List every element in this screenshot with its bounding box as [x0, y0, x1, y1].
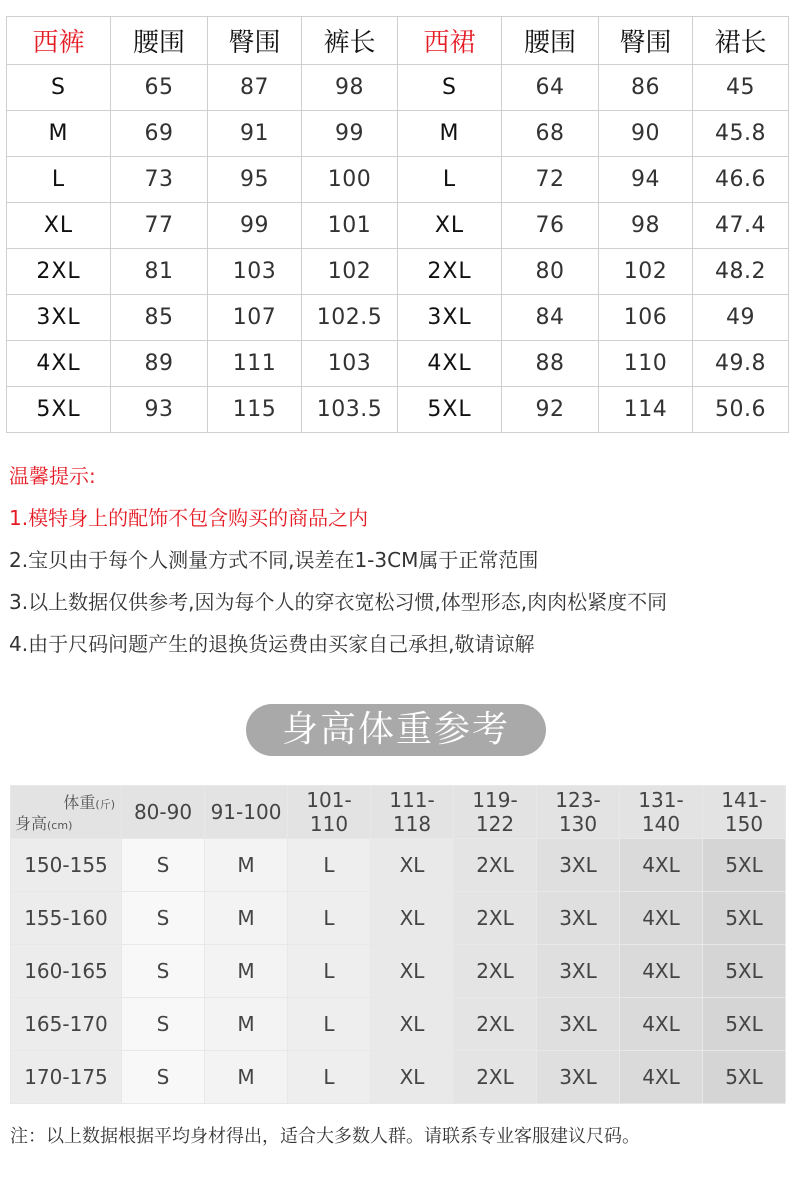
weight-header: 101-110 — [288, 786, 371, 839]
size-cell: M — [205, 1051, 288, 1104]
size-cell: L — [288, 892, 371, 945]
size-cell: L — [398, 157, 502, 203]
weight-header-row — [11, 786, 786, 839]
skirt-header-row — [398, 17, 789, 65]
waist-cell: 92 — [502, 387, 599, 433]
pants-header-length: 裤长 — [302, 17, 398, 65]
length-cell: 49.8 — [693, 341, 789, 387]
size-cell: S — [122, 1051, 205, 1104]
hip-cell: 99 — [208, 203, 302, 249]
size-cell: L — [288, 839, 371, 892]
size-cell: S — [122, 839, 205, 892]
size-cell: 5XL — [703, 839, 786, 892]
size-cell: 5XL — [703, 998, 786, 1051]
corner-cell — [11, 786, 122, 839]
size-cell: S — [122, 892, 205, 945]
corner-weight-label: 体重 — [63, 793, 96, 812]
waist-cell: 69 — [111, 111, 208, 157]
waist-cell: 85 — [111, 295, 208, 341]
size-cell: M — [205, 892, 288, 945]
height-row — [11, 945, 786, 998]
hip-cell: 107 — [208, 295, 302, 341]
height-row — [11, 998, 786, 1051]
length-cell: 46.6 — [693, 157, 789, 203]
hip-cell: 90 — [599, 111, 693, 157]
size-cell: 3XL — [398, 295, 502, 341]
height-row — [11, 892, 786, 945]
size-cell: S — [122, 998, 205, 1051]
size-cell: 4XL — [398, 341, 502, 387]
length-cell: 100 — [302, 157, 398, 203]
size-cell: 3XL — [537, 998, 620, 1051]
size-cell: 3XL — [537, 1051, 620, 1104]
tip-item: 2.宝贝由于每个人测量方式不同,误差在1-3CM属于正常范围 — [9, 548, 539, 572]
size-cell: 4XL — [620, 945, 703, 998]
pants-row — [7, 65, 398, 111]
hip-cell: 98 — [599, 203, 693, 249]
height-weight-table — [10, 785, 786, 1104]
skirt-row — [398, 295, 789, 341]
pants-title-cell: 西裤 — [7, 17, 111, 65]
skirt-header-hip: 臀围 — [599, 17, 693, 65]
size-cell: 2XL — [454, 1051, 537, 1104]
pants-row — [7, 341, 398, 387]
size-cell: 4XL — [620, 998, 703, 1051]
weight-header: 119-122 — [454, 786, 537, 839]
height-row — [11, 839, 786, 892]
hip-cell: 106 — [599, 295, 693, 341]
pants-header-waist: 腰围 — [111, 17, 208, 65]
size-cell: 5XL — [703, 945, 786, 998]
tip-item: 3.以上数据仅供参考,因为每个人的穿衣宽松习惯,体型形态,肉肉松紧度不同 — [9, 590, 668, 614]
size-cell: 2XL — [398, 249, 502, 295]
hip-cell: 86 — [599, 65, 693, 111]
size-cell: XL — [371, 839, 454, 892]
pants-row — [7, 157, 398, 203]
size-cell: 4XL — [620, 839, 703, 892]
corner-height-label: 身高 — [15, 814, 48, 833]
size-cell: 2XL — [454, 892, 537, 945]
size-cell: 5XL — [398, 387, 502, 433]
size-cell: XL — [371, 945, 454, 998]
waist-cell: 68 — [502, 111, 599, 157]
size-cell: XL — [371, 892, 454, 945]
size-cell: XL — [371, 1051, 454, 1104]
size-cell: XL — [371, 998, 454, 1051]
length-cell: 103.5 — [302, 387, 398, 433]
size-cell: M — [398, 111, 502, 157]
pants-row — [7, 387, 398, 433]
hip-cell: 111 — [208, 341, 302, 387]
waist-cell: 73 — [111, 157, 208, 203]
length-cell: 102.5 — [302, 295, 398, 341]
weight-header: 91-100 — [205, 786, 288, 839]
skirt-row — [398, 341, 789, 387]
waist-cell: 65 — [111, 65, 208, 111]
height-cell: 150-155 — [11, 839, 122, 892]
skirt-row — [398, 157, 789, 203]
skirt-row — [398, 65, 789, 111]
length-cell: 99 — [302, 111, 398, 157]
size-cell: 3XL — [7, 295, 111, 341]
size-cell: L — [288, 945, 371, 998]
pants-header-hip: 臀围 — [208, 17, 302, 65]
tips-section — [9, 458, 789, 668]
size-cell: 2XL — [7, 249, 111, 295]
size-cell: 2XL — [454, 945, 537, 998]
waist-cell: 81 — [111, 249, 208, 295]
corner-height-unit: (cm) — [47, 819, 73, 832]
hip-cell: 95 — [208, 157, 302, 203]
length-cell: 103 — [302, 341, 398, 387]
size-cell: 4XL — [620, 1051, 703, 1104]
weight-header: 141-150 — [703, 786, 786, 839]
pants-row — [7, 249, 398, 295]
size-cell: XL — [7, 203, 111, 249]
size-cell: 5XL — [703, 1051, 786, 1104]
waist-cell: 64 — [502, 65, 599, 111]
pants-header-row — [7, 17, 398, 65]
length-cell: 102 — [302, 249, 398, 295]
size-cell: 5XL — [703, 892, 786, 945]
skirt-row — [398, 249, 789, 295]
size-cell: 3XL — [537, 892, 620, 945]
size-cell: 5XL — [7, 387, 111, 433]
waist-cell: 72 — [502, 157, 599, 203]
skirt-header-length: 裙长 — [693, 17, 789, 65]
waist-cell: 89 — [111, 341, 208, 387]
size-cell: 2XL — [454, 839, 537, 892]
height-cell: 155-160 — [11, 892, 122, 945]
pants-row — [7, 111, 398, 157]
hip-cell: 103 — [208, 249, 302, 295]
size-cell: S — [122, 945, 205, 998]
size-cell: M — [205, 945, 288, 998]
hip-cell: 91 — [208, 111, 302, 157]
tip-item: 4.由于尺码问题产生的退换货运费由买家自己承担,敬请谅解 — [9, 632, 535, 656]
size-cell: M — [205, 839, 288, 892]
section-banner: 身高体重参考 — [246, 704, 546, 756]
pants-size-table — [6, 16, 398, 433]
size-cell: 4XL — [620, 892, 703, 945]
size-cell: 2XL — [454, 998, 537, 1051]
waist-cell: 77 — [111, 203, 208, 249]
size-cell: M — [205, 998, 288, 1051]
size-cell: M — [7, 111, 111, 157]
skirt-row — [398, 203, 789, 249]
tip-item: 1.模特身上的配饰不包含购买的商品之内 — [9, 506, 369, 530]
size-cell: XL — [398, 203, 502, 249]
waist-cell: 80 — [502, 249, 599, 295]
length-cell: 101 — [302, 203, 398, 249]
size-cell: L — [7, 157, 111, 203]
weight-header: 123-130 — [537, 786, 620, 839]
size-cell: 4XL — [7, 341, 111, 387]
length-cell: 49 — [693, 295, 789, 341]
length-cell: 45.8 — [693, 111, 789, 157]
length-cell: 45 — [693, 65, 789, 111]
size-cell: 3XL — [537, 945, 620, 998]
length-cell: 47.4 — [693, 203, 789, 249]
length-cell: 48.2 — [693, 249, 789, 295]
height-row — [11, 1051, 786, 1104]
hip-cell: 110 — [599, 341, 693, 387]
hip-cell: 114 — [599, 387, 693, 433]
hip-cell: 87 — [208, 65, 302, 111]
length-cell: 98 — [302, 65, 398, 111]
height-cell: 165-170 — [11, 998, 122, 1051]
size-cell: L — [288, 1051, 371, 1104]
skirt-row — [398, 387, 789, 433]
tips-title: 温馨提示: — [9, 464, 96, 488]
waist-cell: 88 — [502, 341, 599, 387]
skirt-size-table — [397, 16, 789, 433]
size-cell: S — [7, 65, 111, 111]
skirt-title-cell: 西裙 — [398, 17, 502, 65]
size-cell: 3XL — [537, 839, 620, 892]
hip-cell: 94 — [599, 157, 693, 203]
hip-cell: 115 — [208, 387, 302, 433]
size-cell: L — [288, 998, 371, 1051]
weight-header: 131-140 — [620, 786, 703, 839]
footnote: 注：以上数据根据平均身材得出，适合大多数人群。请联系专业客服建议尺码。 — [10, 1126, 640, 1147]
size-cell: S — [398, 65, 502, 111]
height-cell: 160-165 — [11, 945, 122, 998]
pants-row — [7, 203, 398, 249]
skirt-row — [398, 111, 789, 157]
waist-cell: 76 — [502, 203, 599, 249]
weight-header: 80-90 — [122, 786, 205, 839]
waist-cell: 84 — [502, 295, 599, 341]
height-cell: 170-175 — [11, 1051, 122, 1104]
hip-cell: 102 — [599, 249, 693, 295]
weight-header: 111-118 — [371, 786, 454, 839]
length-cell: 50.6 — [693, 387, 789, 433]
pants-row — [7, 295, 398, 341]
waist-cell: 93 — [111, 387, 208, 433]
corner-weight-unit: (斤) — [95, 798, 115, 811]
skirt-header-waist: 腰围 — [502, 17, 599, 65]
